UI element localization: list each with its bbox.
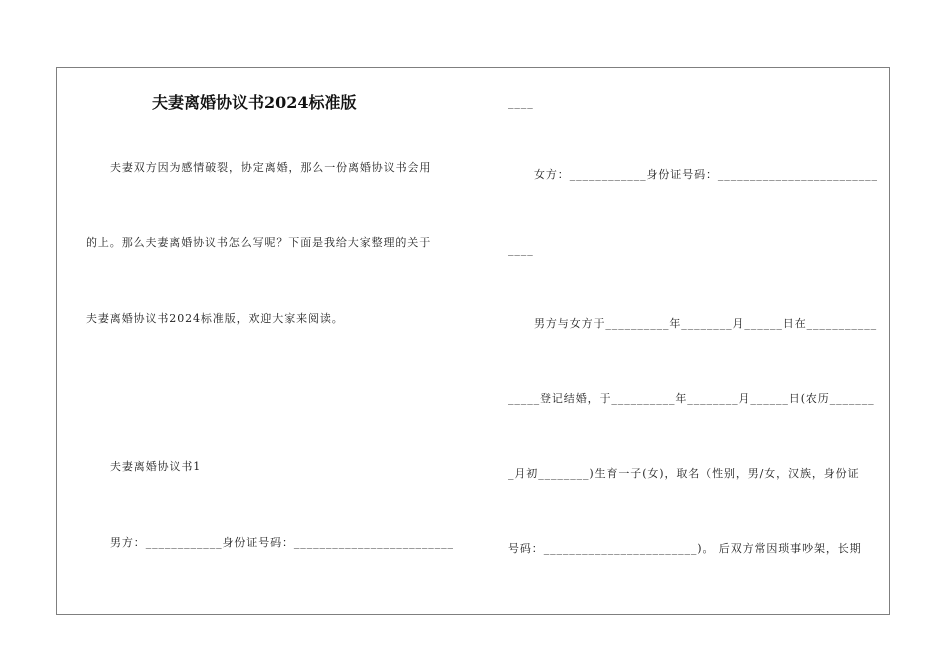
marriage-date-line: 男方与女方于__________年________月______日在___________	[534, 317, 877, 330]
male-party-line: 男方：____________身份证号码：_________________________	[110, 536, 454, 549]
intro-line-3: 夫妻离婚协议书2024标准版，欢迎大家来阅读。	[86, 312, 344, 325]
section-heading: 夫妻离婚协议书1	[110, 460, 202, 473]
right-line-1: ____	[508, 96, 534, 109]
child-line: _月初________)生育一子(女)，取名（性别，男/女，汉族，身份证	[508, 467, 860, 480]
document-title: 夫妻离婚协议书2024标准版	[152, 93, 357, 112]
document-page	[56, 67, 890, 615]
female-party-line: 女方：____________身份证号码：_________________________	[534, 168, 878, 181]
id-number-line: 号码：________________________)。 后双方常因琐事吵架，长期	[508, 542, 862, 555]
intro-line-1: 夫妻双方因为感情破裂，协定离婚，那么一份离婚协议书会用	[110, 161, 432, 174]
right-line-3: ____	[508, 243, 534, 256]
intro-line-2: 的上。那么夫妻离婚协议书怎么写呢？下面是我给大家整理的关于	[86, 236, 432, 249]
registration-line: _____登记结婚，于__________年________月______日(农历_______	[508, 392, 875, 405]
